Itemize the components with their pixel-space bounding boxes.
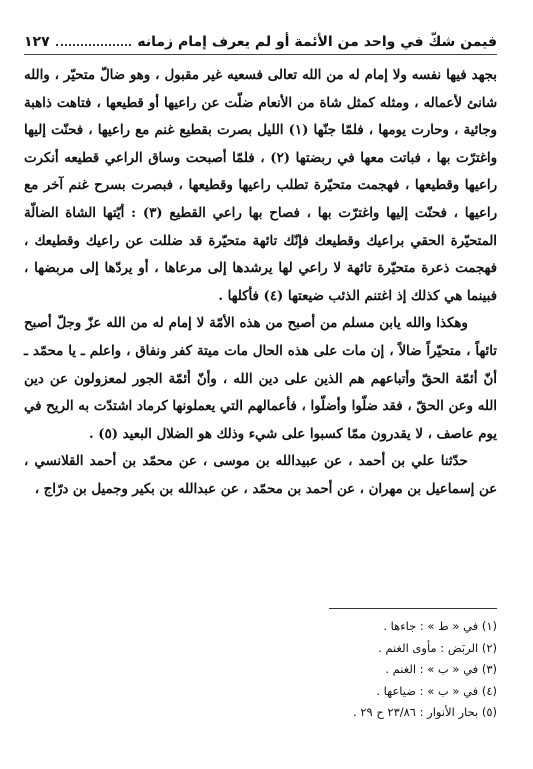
running-header <box>24 30 497 55</box>
footnote-1: (١) في « ط » : جاءها . <box>383 619 497 633</box>
footnotes <box>237 616 497 724</box>
footnote-5: (٥) بحار الأنوار : ٢٣/٨٦ ح ٢٩ . <box>353 705 497 720</box>
page-number: ١٢٧ <box>24 34 50 50</box>
paragraph-1: بجهد فيها نفسه ولا إمام له من الله تعالى فسعيه غير مقبول ، وهو ضالّ متحيّر ، والله شانئ لأعماله ، ومثله كمثل شاة من الأنعام ضلّت عن راعيها أو قطيعها ، فتاهت ذاهبة وجائية ، وحارت يومها ، فلمّا جنّها (١) الليل بصرت بقطيع غنم مع راعيها ، فحنّت إليها واغترّت بها ، فباتت معها في ربضتها (٢) ، فلمّا أصبحت وساق الراعي قطيعه أنكرت راعيها وقطيعها ، فهجمت متحيّرة تطلب راعيها وقطيعها ، فبصرت بسرح غنم آخر مع راعيها ، فحنّت إليها واغترّت بها ، فصاح بها راعي القطيع (٣) : أيّتها الشاة الضالّة المتحيّرة الحقي براعيك وقطيعك فإنّك تائهة متحيّرة قد ضللت عن راعيك وقطيعك ، فهجمت ذعرة متحيّرة تائهة لا راعي لها يرشدها إلى مرعاها ، أو يردّها إلى مربضها ، فبينما هي كذلك إذ اغتنم الذئب ضيعتها (٤) فأكلها . <box>24 68 497 304</box>
header-leader-dots <box>56 44 132 46</box>
paragraph-3: حدّثنا علي بن أحمد ، عن عبيدالله بن موسى ، عن محمّد بن أحمد القلانسي ، عن إسماعيل بن مهران ، عن أحمد بن محمّد ، عن عبدالله بن بكير وجميل بن درّاج ، <box>24 454 497 497</box>
paragraph-2: وهكذا والله يابن مسلم من أصبح من هذه الأمّة لا إمام له من الله عزّ وجلّ أصبح تائهاً ، متحيّراً ضالاً ، إن مات على هذه الحال مات ميتة كفر ونفاق ، واعلم ـ يا محمّد ـ أنّ أئمّة الحقّ وأتباعهم هم الذين على دين الله ، وأنّ أئمّة الجور لمعزولون عن دين الله وعن الحقّ ، فقد ضلّوا وأضلّوا ، فأعمالهم التي يعملونها كرماد اشتدّت به الريح في يوم عاصف ، لا يقدرون ممّا كسبوا على شيء وذلك هو الضلال البعيد (٥) . <box>24 316 497 442</box>
main-text <box>24 62 497 504</box>
footnote-2: (٢) الربَض : مأوى الغنم . <box>378 640 497 655</box>
footnote-4: (٤) في « ب » : ضياعها . <box>376 683 497 698</box>
footnote-divider <box>329 608 497 609</box>
footnote-3: (٣) في « ب » : الغنم . <box>385 662 497 677</box>
chapter-title: فيمن شكّ في واحد من الأئمة أو لم يعرف إمام زمانه <box>137 34 497 50</box>
